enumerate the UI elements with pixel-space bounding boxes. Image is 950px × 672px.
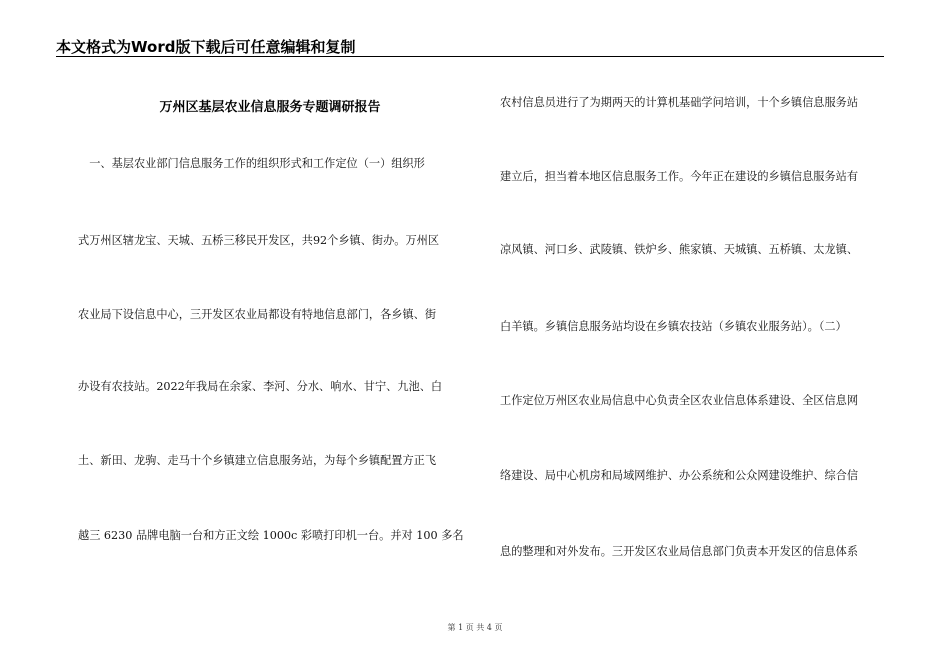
header-banner: 本文格式为Word版下载后可任意编辑和复制	[56, 38, 356, 56]
paragraph-line: 一、基层农业部门信息服务工作的组织形式和工作定位（一）组织形	[78, 157, 425, 170]
paragraph-line: 越三 6230 品牌电脑一台和方正文绘 1000c 彩喷打印机一台。并对 100 多名	[78, 529, 464, 542]
paragraph-line: 建立后，担当着本地区信息服务工作。今年正在建设的乡镇信息服务站有	[500, 170, 859, 183]
document-title: 万州区基层农业信息服务专题调研报告	[159, 100, 381, 115]
paragraph-line: 农业局下设信息中心，三开发区农业局都设有特地信息部门，各乡镇、街	[78, 308, 437, 321]
paragraph-line: 息的整理和对外发布。三开发区农业局信息部门负责本开发区的信息体系	[500, 545, 859, 558]
paragraph-line: 白羊镇。乡镇信息服务站均设在乡镇农技站（乡镇农业服务站）。（二）	[500, 320, 847, 333]
paragraph-line: 土、新田、龙驹、走马十个乡镇建立信息服务站，为每个乡镇配置方正飞	[78, 454, 437, 467]
paragraph-line: 工作定位万州区农业局信息中心负责全区农业信息体系建设、全区信息网	[500, 394, 859, 407]
paragraph-line: 办设有农技站。2022年我局在余家、李河、分水、响水、甘宁、九池、白	[78, 380, 443, 393]
paragraph-line: 络建设、局中心机房和局域网维护、办公系统和公众网建设维护、综合信	[500, 469, 859, 482]
paragraph-line: 凉风镇、河口乡、武陵镇、铁炉乡、熊家镇、天城镇、五桥镇、太龙镇、	[500, 243, 859, 256]
paragraph-line: 农村信息员进行了为期两天的计算机基础学问培训，十个乡镇信息服务站	[500, 96, 859, 109]
page-number-footer: 第 1 页 共 4 页	[447, 623, 503, 632]
header-divider	[56, 56, 884, 57]
paragraph-line: 式万州区辖龙宝、天城、五桥三移民开发区，共92个乡镇、街办。万州区	[78, 234, 440, 247]
